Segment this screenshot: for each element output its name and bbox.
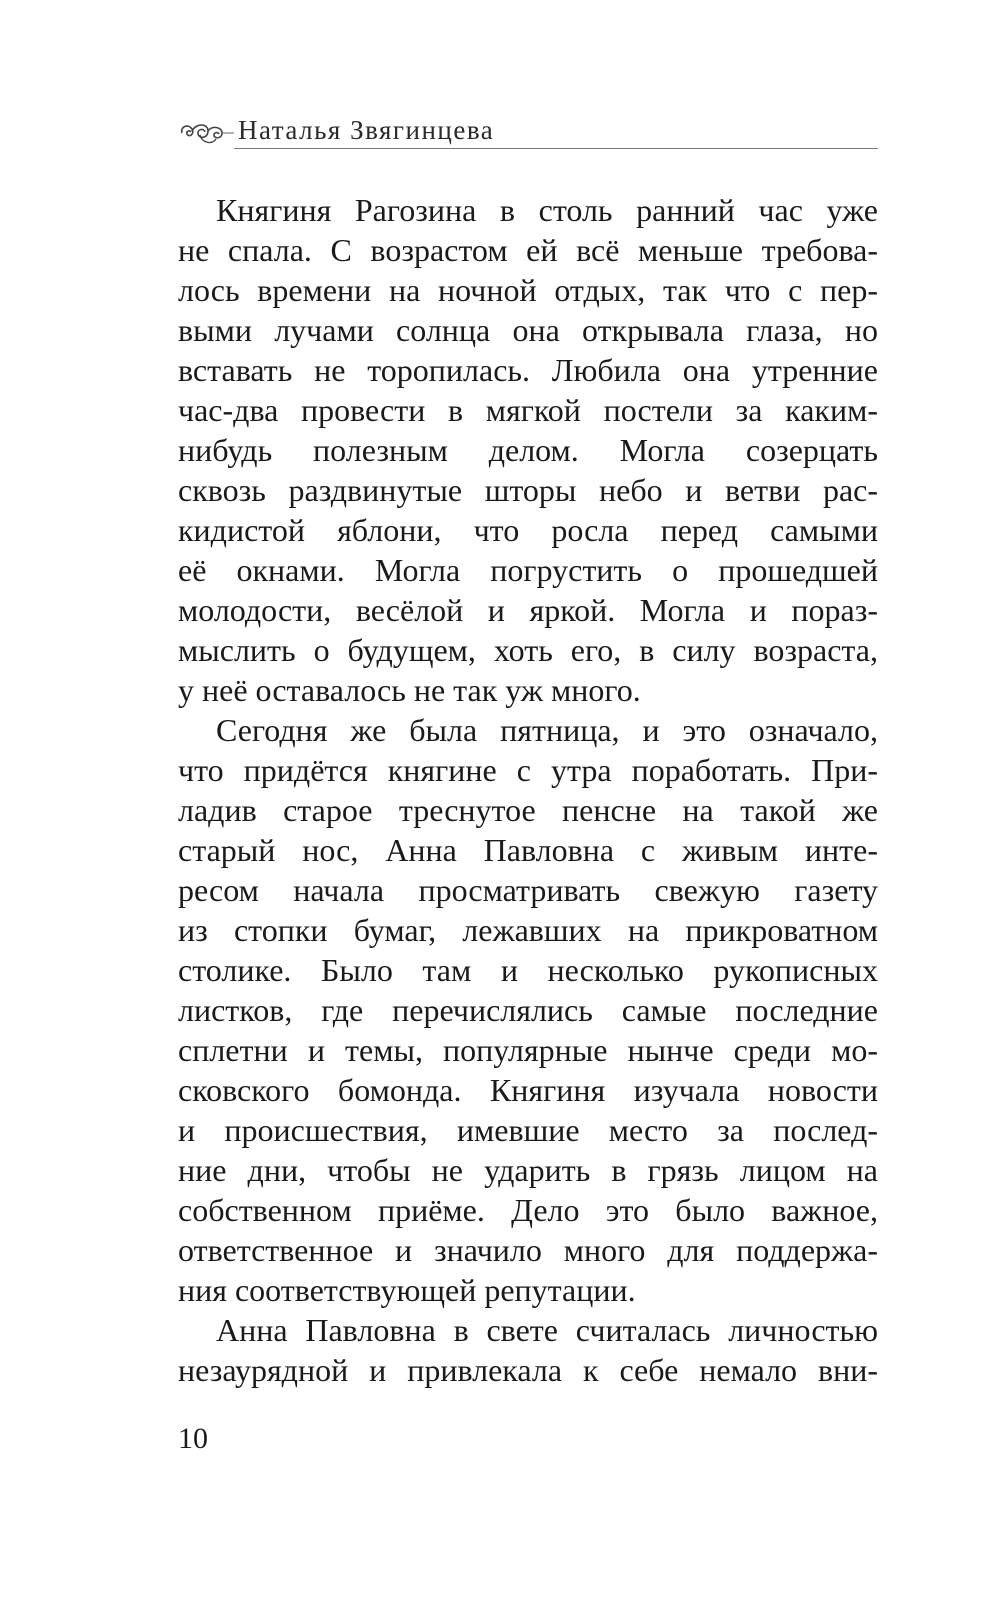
text-line: Анна Павловна в свете считалась личностью <box>216 1312 878 1348</box>
text-line: ресом начала просматривать свежую газету <box>178 872 878 908</box>
text-line: нибудь полезным делом. Могла созерцать <box>178 432 878 468</box>
text-line: сплетни и темы, популярные нынче среди мо- <box>178 1032 878 1068</box>
text-line: ние дни, чтобы не ударить в грязь лицом на <box>178 1152 878 1188</box>
text-line: ответственное и значило много для поддержа- <box>178 1232 878 1268</box>
text-line: у неё оставалось не так уж много. <box>178 672 641 708</box>
text-line: её окнами. Могла погрустить о прошедшей <box>178 552 878 588</box>
text-line: кидистой яблони, что росла перед самыми <box>178 512 878 548</box>
text-line: выми лучами солнца она открывала глаза, но <box>178 312 878 348</box>
text-line: мыслить о будущем, хоть его, в силу возраста, <box>178 632 878 668</box>
text-line: Княгиня Рагозина в столь ранний час уже <box>216 192 878 228</box>
book-text <box>178 190 878 1390</box>
text-line: сквозь раздвинутые шторы небо и ветви рас- <box>178 472 878 508</box>
text-line: столике. Было там и несколько рукописных <box>178 952 878 988</box>
text-line: собственном приёме. Дело это было важное, <box>178 1192 878 1228</box>
text-line: ния соответствующей репутации. <box>178 1272 636 1308</box>
text-line: и происшествия, имевшие место за послед- <box>178 1112 878 1148</box>
running-header <box>178 113 878 153</box>
text-line: незаурядной и привлекала к себе немало вни- <box>178 1352 878 1388</box>
author-name: Наталья Звягинцева <box>238 115 495 145</box>
text-line: молодости, весёлой и яркой. Могла и пораз- <box>178 592 878 628</box>
text-line: не спала. С возрастом ей всё меньше требова- <box>178 232 878 268</box>
flourish-ornament-icon <box>178 115 234 149</box>
text-line: сковского бомонда. Княгиня изучала новости <box>178 1072 878 1108</box>
text-line: из стопки бумаг, лежавших на прикроватном <box>178 912 878 948</box>
text-line: ладив старое треснутое пенсне на такой же <box>178 792 878 828</box>
text-line: что придётся княгине с утра поработать. При- <box>178 752 878 788</box>
text-line: вставать не торопилась. Любила она утренние <box>178 352 878 388</box>
page-number: 10 <box>178 1422 208 1455</box>
header-divider <box>234 148 878 149</box>
text-line: лось времени на ночной отдых, так что с пер- <box>178 272 878 308</box>
text-line: листков, где перечислялись самые последние <box>178 992 878 1028</box>
text-line: час-два провести в мягкой постели за каким- <box>178 392 878 428</box>
text-line: Сегодня же была пятница, и это означало, <box>216 712 878 748</box>
text-line: старый нос, Анна Павловна с живым инте- <box>178 832 878 868</box>
